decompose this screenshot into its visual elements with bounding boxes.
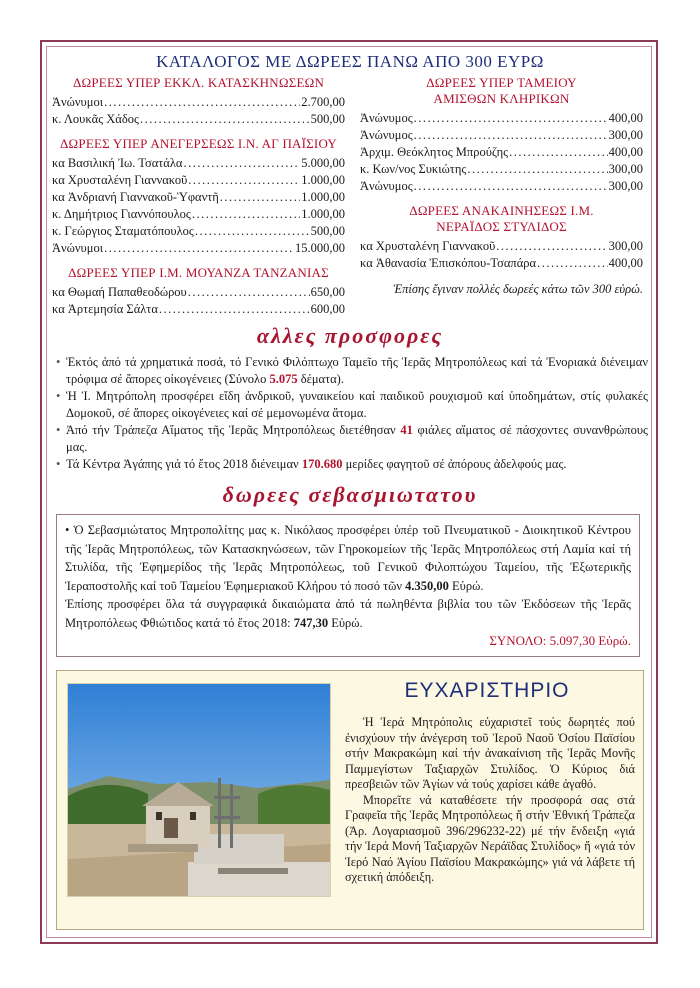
thanks-paragraph: Ἡ Ἱερά Μητρόπολις εὐχαριστεῖ τούς δωρητές πού ἐνισχύουν τήν ἀνέγερση τοῦ Ἱεροῦ Ναοῦ Ὁσίου Παϊσίου στήν Μακρακώμη καί τήν ἀνακαίνιση τῆς Ἱερᾶς Μονῆς Παμμεγίστων Ταξιαρχῶν Στυλίδος. Ὁ Κύριος διά πρεσβειῶν τῶν Ἁγίων νά τούς χαρίσει κάθε ἀγαθό. bbox=[345, 715, 635, 791]
donation-amount: 15.000,00 bbox=[295, 241, 345, 255]
donations-total: ΣΥΝΟΛΟ: 5.097,30 Εὐρώ. bbox=[489, 633, 631, 648]
church-construction-photo bbox=[67, 683, 331, 897]
section-heading: ΔΩΡΕΕΣ ΥΠΕΡ ΕΚΚΛ. ΚΑΤΑΣΚΗΝΩΣΕΩΝ bbox=[72, 75, 325, 90]
thanks-text bbox=[345, 715, 635, 886]
donor-name: κ. Λουκᾶς Χάδος bbox=[52, 112, 139, 126]
offer-item: • Τά Κέντρα Ἀγάπης γιά τό ἔτος 2018 διένειμαν 170.680 μερίδες φαγητοῦ σέ ἀπόρους ἀδελφούς μας. bbox=[56, 456, 648, 473]
donation-amount: 747,30 bbox=[293, 615, 329, 630]
donation-row bbox=[52, 223, 345, 240]
other-offers-heading: αλλες προσφορες bbox=[256, 323, 444, 348]
donation-row bbox=[52, 189, 345, 206]
donation-section bbox=[360, 75, 643, 195]
catalog-title: ΚΑΤΑΛΟΓΟΣ ΜΕ ΔΩΡΕΕΣ ΠΑΝΩ ΑΠΟ 300 ΕΥΡΩ bbox=[156, 52, 544, 71]
leader-dots bbox=[467, 161, 607, 178]
offer-highlight: 41 bbox=[400, 423, 413, 437]
donation-amount: 500,00 bbox=[310, 224, 345, 238]
donation-amount: 650,00 bbox=[310, 285, 345, 299]
donation-amount: 1.000,00 bbox=[301, 173, 345, 187]
donation-paragraph: Ἐπίσης προσφέρει ὅλα τά συγγραφικά δικαιώματα ἀπό τά πωληθέντα βιβλία του τῶν Ἐκδόσεων τῆς Ἱερᾶς Μητροπόλεως Φθιώτιδος κατά τό ἔτος 2018: 747,30 Εὐρώ. bbox=[65, 597, 631, 630]
leader-dots bbox=[537, 255, 608, 272]
donation-row bbox=[52, 155, 345, 172]
donor-name: κα Θωμαή Παπαθεοδώρου bbox=[52, 285, 187, 299]
leader-dots bbox=[220, 189, 300, 206]
donation-amount: 1.000,00 bbox=[301, 190, 345, 204]
donor-name: κ. Κων/νος Συκιώτης bbox=[360, 162, 467, 176]
donation-row bbox=[360, 255, 643, 272]
section-heading: ΔΩΡΕΕΣ ΥΠΕΡ ΤΑΜΕΙΟΥ ΑΜΙΣΘΩΝ ΚΛΗΡΙΚΩΝ bbox=[426, 75, 577, 106]
donation-section bbox=[52, 136, 345, 257]
leader-dots bbox=[414, 110, 608, 127]
leader-dots bbox=[496, 238, 607, 255]
leader-dots bbox=[195, 223, 310, 240]
donation-row bbox=[52, 172, 345, 189]
offer-item: • Ἐκτός ἀπό τά χρηματικά ποσά, τό Γενικό Φιλόπτωχο Ταμεῖο τῆς Ἱερᾶς Μητροπόλεως καί τά Ἐνοριακά διένειμαν τρόφιμα σέ ἄπορες οἰκογένειες (Σύνολο 5.075 δέματα). bbox=[56, 354, 648, 388]
donation-section bbox=[360, 203, 643, 272]
left-column bbox=[52, 75, 345, 318]
thanks-title: ΕΥΧΑΡΙΣΤΗΡΙΟ bbox=[404, 679, 570, 702]
leader-dots bbox=[104, 94, 300, 111]
donor-name: Ἀρχιμ. Θεόκλητος Μπρούζης bbox=[360, 145, 509, 159]
leader-dots bbox=[192, 206, 300, 223]
donation-paragraph: • Ὁ Σεβασμιώτατος Μητροπολίτης μας κ. Νικόλαος προσφέρει ὑπέρ τοῦ Πνευματικοῦ - Διοικητικοῦ Κέντρου τῆς Ἱερᾶς Μητροπόλεως, τῶν Κατασκηνώσεων, τῶν Γηροκομείων τῆς Ἱερᾶς Μητροπόλεως στή Λαμία καί τή Στυλίδα, τῆς Ἐφημερίδος τῆς Ἱερᾶς Μητροπόλεως, τοῦ Γενικοῦ Φιλοπτώχου Ταμείου, τῆς Ἐξωτερικῆς Ἱεραποστολῆς καί τοῦ Ταμείου Ἐφημεριακοῦ Κλήρου τό ποσό τῶν 4.350,00 Εὐρώ. bbox=[65, 523, 631, 593]
metropolitan-donations-box bbox=[56, 514, 640, 657]
donor-name: κα Ἀνδριανή Γιαννακοῦ-Ὑφαντῆ bbox=[52, 190, 219, 204]
metropolitan-donations-heading: δωρεες σεβασμιωτατου bbox=[222, 482, 478, 507]
donor-name: κ. Δημήτριος Γιαννόπουλος bbox=[52, 207, 191, 221]
donation-section bbox=[52, 75, 345, 128]
donation-amount: 600,00 bbox=[310, 302, 345, 316]
donor-name: κ. Γεώργιος Σταματόπουλος bbox=[52, 224, 194, 238]
leader-dots bbox=[414, 178, 608, 195]
donation-row bbox=[360, 127, 643, 144]
donation-amount: 400,00 bbox=[608, 145, 643, 159]
donation-amount: 400,00 bbox=[608, 256, 643, 270]
donation-amount: 300,00 bbox=[608, 162, 643, 176]
donation-section bbox=[52, 265, 345, 318]
donor-name: Ἀνώνυμοι bbox=[52, 95, 104, 109]
donation-amount: 500,00 bbox=[310, 112, 345, 126]
leader-dots bbox=[183, 155, 300, 172]
section-heading: ΔΩΡΕΕΣ ΥΠΕΡ Ι.Μ. ΜΟΥΑΝΖΑ ΤΑΝΖΑΝΙΑΣ bbox=[68, 265, 329, 280]
donation-amount: 1.000,00 bbox=[301, 207, 345, 221]
leader-dots bbox=[140, 111, 310, 128]
offer-highlight: 170.680 bbox=[301, 457, 343, 471]
donation-amount: 5.000,00 bbox=[301, 156, 345, 170]
donor-name: Ἀνώνυμος bbox=[360, 179, 413, 193]
donation-amount: 300,00 bbox=[608, 239, 643, 253]
donation-row bbox=[360, 161, 643, 178]
donation-row bbox=[52, 240, 345, 257]
donation-row bbox=[360, 238, 643, 255]
thanks-box bbox=[56, 670, 644, 930]
thanks-paragraph: Μπορεῖτε νά καταθέσετε τήν προσφορά σας στά Γραφεῖα τῆς Ἱερᾶς Μητροπόλεως ἤ στήν Ἐθνική Τράπεζα (Ἀρ. Λογαριασμοῦ 396/296232-22) μέ τήν ἔνδειξη «γιά τήν Ἱερά Μονή Ταξιαρχῶν Νεράϊδας Στυλίδος» ἤ «γιά τόν Ἱερό Ναό Ἁγίου Παϊσίου Μακρακώμης» γιά νά λάβετε τή σχετική ἀπόδειξη. bbox=[345, 792, 635, 884]
section-heading: ΔΩΡΕΕΣ ΥΠΕΡ ΑΝΕΓΕΡΣΕΩΣ Ι.Ν. ΑΓ ΠΑΪΣΙΟΥ bbox=[60, 136, 337, 151]
section-heading: ΔΩΡΕΕΣ ΑΝΑΚΑΙΝΗΣΕΩΣ Ι.Μ. ΝΕΡΑΪΔΟΣ ΣΤΥΛΙΔΟΣ bbox=[409, 203, 594, 234]
donation-row bbox=[52, 94, 345, 111]
leader-dots bbox=[159, 301, 310, 318]
leader-dots bbox=[188, 172, 300, 189]
donation-amount: 300,00 bbox=[608, 128, 643, 142]
right-column bbox=[360, 75, 643, 297]
donation-row bbox=[360, 178, 643, 195]
donor-name: κα Χρυσταλένη Γιαννακοῦ bbox=[52, 173, 188, 187]
offer-item: • Ἡ Ἱ. Μητρόπολη προσφέρει εἴδη ἀνδρικοῦ, γυναικείου καί παιδικοῦ ρουχισμοῦ καί ὑποδημάτων, στίς φυλακές Δομοκοῦ, σέ ἄπορες οἰκογένειες καί σέ μεμονωμένα ἄτομα. bbox=[56, 388, 648, 422]
offers-list bbox=[56, 354, 648, 473]
leader-dots bbox=[414, 127, 608, 144]
donation-amount: 4.350,00 bbox=[405, 578, 449, 593]
donation-amount: 300,00 bbox=[608, 179, 643, 193]
donation-amount: 2.700,00 bbox=[301, 95, 345, 109]
donation-row bbox=[52, 206, 345, 223]
offer-highlight: 5.075 bbox=[269, 372, 298, 386]
donation-row bbox=[360, 144, 643, 161]
donation-row bbox=[52, 284, 345, 301]
donation-amount: 400,00 bbox=[608, 111, 643, 125]
donor-name: Ἀνώνυμος bbox=[360, 111, 413, 125]
donor-name: κα Ἀρτεμησία Σάλτα bbox=[52, 302, 158, 316]
donor-name: κα Χρυσταλένη Γιαννακοῦ bbox=[360, 239, 496, 253]
donor-name: κα Βασιλική Ἰω. Τσατάλα bbox=[52, 156, 183, 170]
donor-name: Ἀνώνυμος bbox=[360, 128, 413, 142]
donor-name: κα Ἀθανασία Ἐπισκόπου-Τσαπάρα bbox=[360, 256, 537, 270]
leader-dots bbox=[509, 144, 608, 161]
small-donations-note: Ἐπίσης ἔγιναν πολλές δωρεές κάτω τῶν 300 εὐρώ. bbox=[393, 282, 643, 296]
offer-item: • Ἀπό τήν Τράπεζα Αἵματος τῆς Ἱερᾶς Μητροπόλεως διετέθησαν 41 φιάλες αἵματος σέ πάσχοντες συνανθρώπους μας. bbox=[56, 422, 648, 456]
leader-dots bbox=[188, 284, 310, 301]
donation-row bbox=[52, 301, 345, 318]
donation-row bbox=[360, 110, 643, 127]
leader-dots bbox=[104, 240, 294, 257]
donor-name: Ἀνώνυμοι bbox=[52, 241, 104, 255]
donation-row bbox=[52, 111, 345, 128]
